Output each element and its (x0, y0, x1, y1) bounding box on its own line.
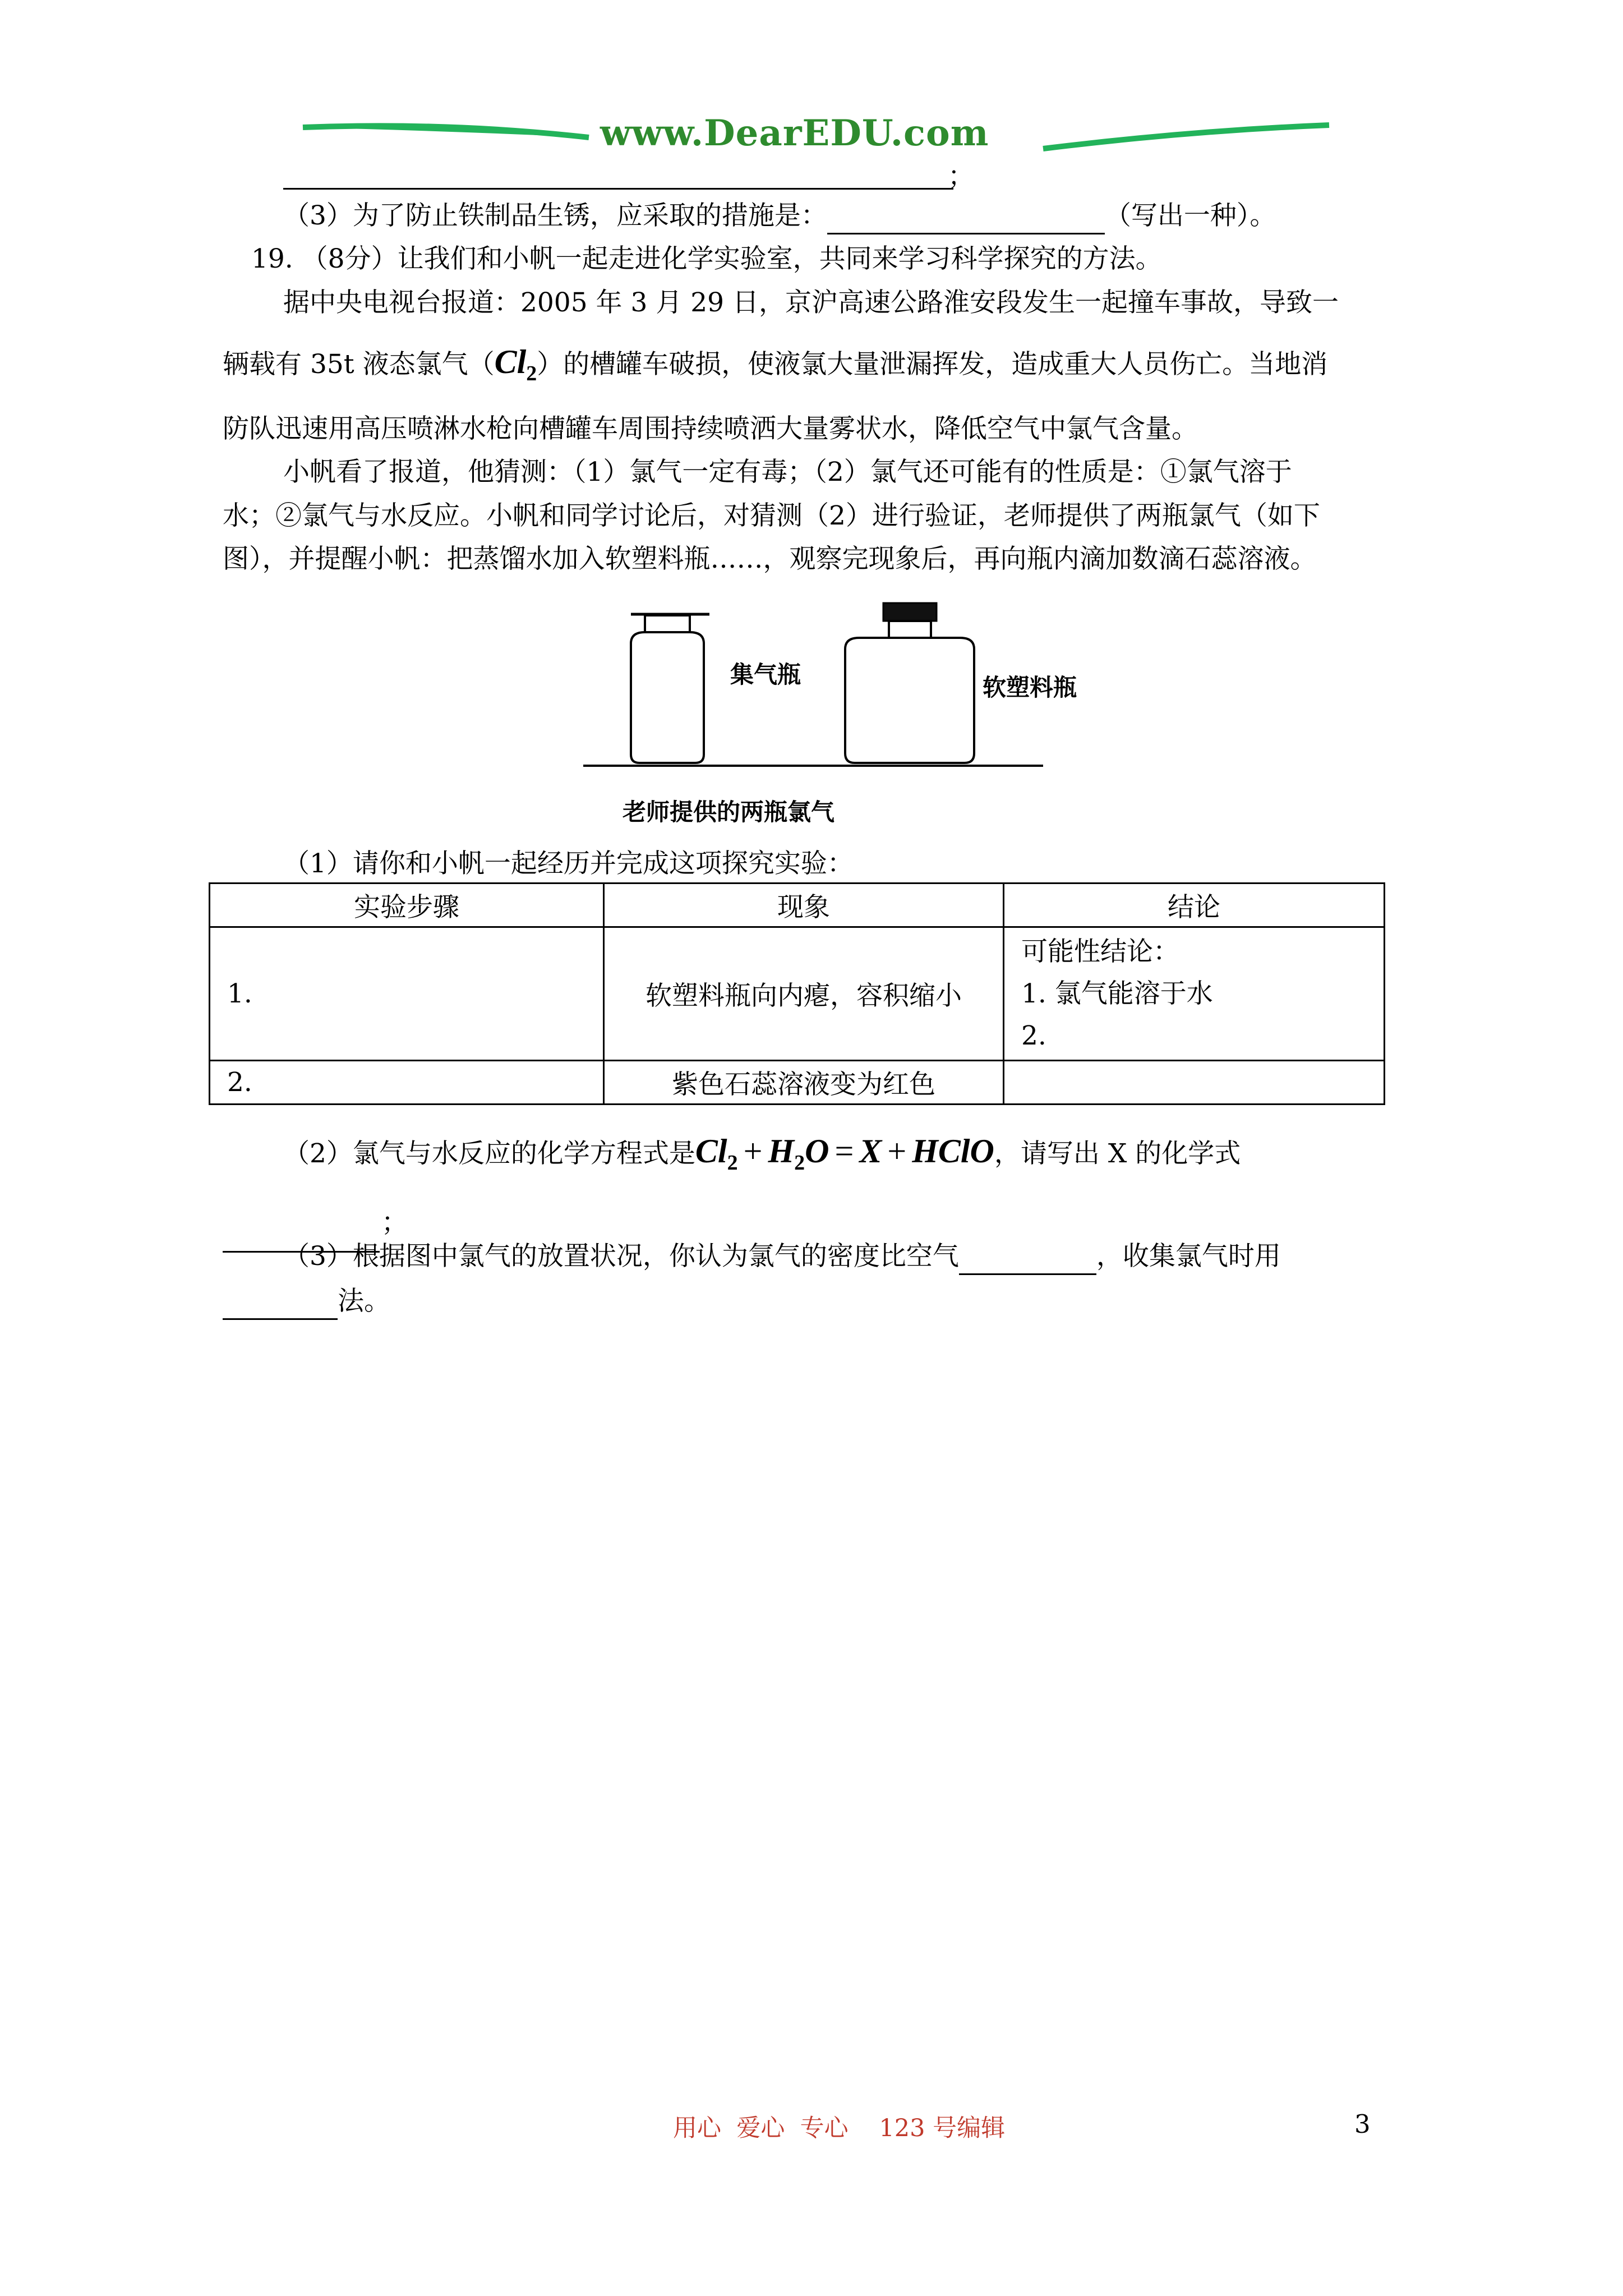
experiment-table (209, 882, 1385, 1105)
table-row (210, 927, 1385, 1061)
soft-plastic-bottle-icon (845, 603, 974, 763)
q19-sub1-prompt: （1）请你和小帆一起经历并完成这项探究实验： (283, 848, 854, 879)
row1-phenomenon: 软塑料瓶向内瘪，容积缩小 (604, 927, 1004, 1061)
answer-blank-line (283, 163, 953, 190)
q19-news-line1: 据中央电视台报道：2005 年 3 月 29 日，京沪高速公路淮安段发生一起撞车事故，导致一 (283, 287, 1339, 318)
row2-conclusion (1004, 1061, 1385, 1105)
row1-conclusion: 可能性结论： 1. 氯气能溶于水 2. (1004, 927, 1385, 1061)
header-steps: 实验步骤 (210, 884, 604, 927)
line-end-semicolon: ； (948, 161, 974, 192)
q19-sub2: （2）氯气与水反应的化学方程式是$Cl_2 + H_2O = X$ + HClO，请写出 X 的化学式 (283, 1133, 1241, 1175)
header-conclusion: 结论 (1004, 884, 1385, 927)
q19-guess-line2: 水；②氯气与水反应。小帆和同学讨论后，对猜测（2）进行验证，老师提供了两瓶氯气（如下 (223, 500, 1320, 531)
gas-collecting-bottle-icon (631, 614, 709, 763)
chemical-equation: $Cl_2 + H_2O = X$ + HClO (695, 1133, 994, 1175)
site-logo-text: www.DearEDU.com (600, 112, 989, 154)
q19-guess-line1: 小帆看了报道，他猜测：（1）氯气一定有毒；（2）氯气还可能有的性质是：①氯气溶于 (283, 457, 1292, 487)
bottle1-label: 集气瓶 (730, 661, 801, 688)
figure-caption: 老师提供的两瓶氯气 (623, 798, 835, 826)
page-number: 3 (1354, 2109, 1371, 2139)
row1-step: 1. (210, 927, 604, 1061)
q19-news-line2: 辆载有 35t 液态氯气$(Cl_2)$的槽罐车破损，使液氯大量泄漏挥发，造成重大人员伤亡。当地消 (223, 343, 1328, 385)
row2-phenomenon: 紫色石蕊溶液变为红色 (604, 1061, 1004, 1105)
bottle2-label: 软塑料瓶 (983, 674, 1077, 701)
collection-method-blank (223, 1285, 338, 1320)
cl2-formula: $Cl_2$ (494, 343, 537, 385)
q19-title: 19. （8分）让我们和小帆一起走进化学实验室，共同来学习科学探究的方法。 (251, 243, 1162, 274)
q19-news-line3: 防队迅速用高压喷淋水枪向槽罐车周围持续喷洒大量雾状水，降低空气中氯气含量。 (223, 413, 1198, 444)
prev-item-3: （3）为了防止铁制品生锈，应采取的措施是： （写出一种）。 (283, 199, 1276, 234)
table-header-row (210, 884, 1385, 927)
row2-step: 2. (210, 1061, 604, 1105)
q19-sub3: （3）根据图中氯气的放置状况，你认为氯气的密度比空气 ，收集氯气时用 (283, 1240, 1281, 1275)
q19-guess-line3: 图），并提醒小帆：把蒸馏水加入软塑料瓶……，观察完现象后，再向瓶内滴加数滴石蕊溶液。 (223, 544, 1317, 574)
bottles-figure (583, 603, 1077, 839)
rust-prevention-blank (827, 199, 1105, 234)
header-phenomenon: 现象 (604, 884, 1004, 927)
sub2-semicolon: ； (381, 1207, 408, 1238)
density-blank (959, 1240, 1096, 1275)
footer-text: 用心 爱心 专心 123 号编辑 (673, 2114, 1006, 2142)
q19-sub3-line2: 法。 (223, 1285, 390, 1320)
table-row (210, 1061, 1385, 1105)
